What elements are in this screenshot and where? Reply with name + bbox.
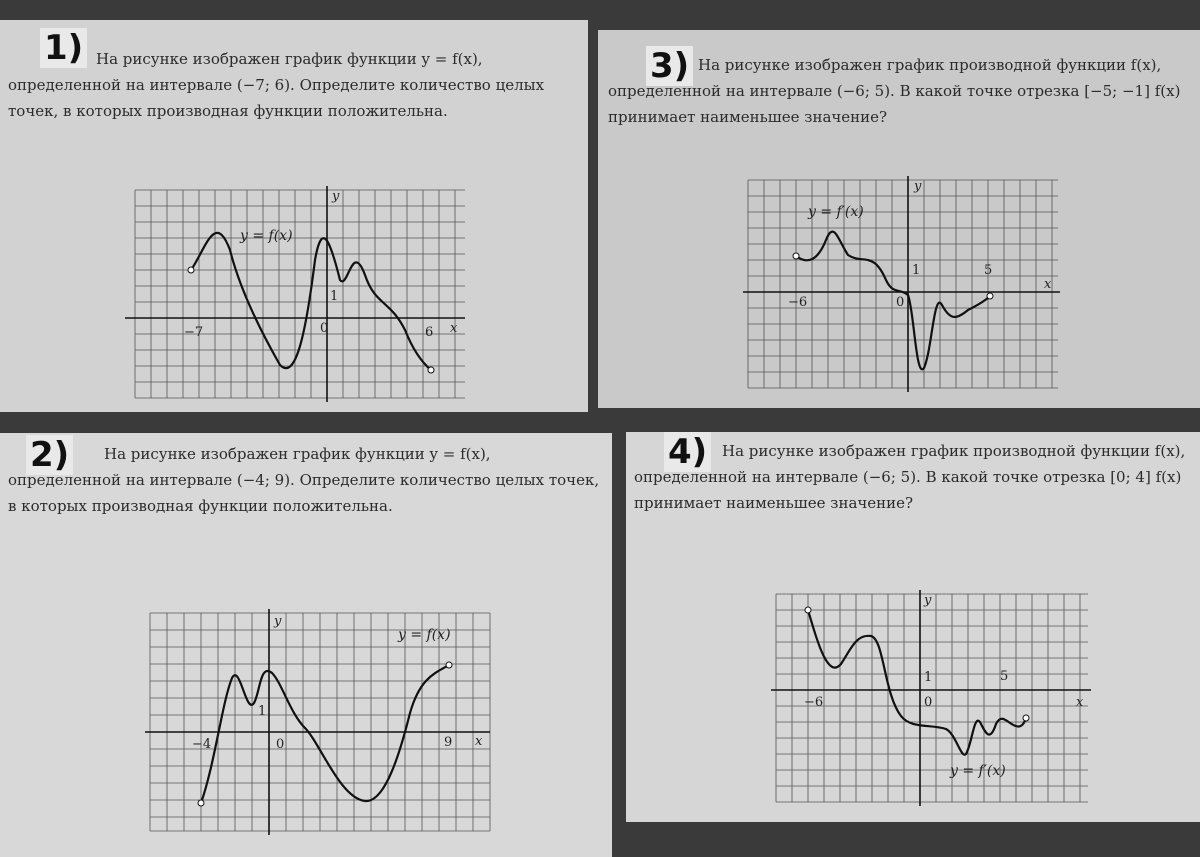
y-axis-label: y: [924, 593, 932, 608]
grid: [150, 613, 490, 831]
x-right-label: 6: [425, 325, 434, 340]
open-endpoint: [446, 662, 452, 668]
y-axis-label: y: [914, 179, 922, 194]
unit-label: 1: [330, 289, 339, 304]
problem-1-panel: [0, 20, 588, 412]
graph-2: [140, 603, 500, 843]
open-endpoint: [188, 267, 194, 273]
graph-label: y = f(x): [398, 627, 451, 643]
x-axis-label: x: [1076, 695, 1084, 710]
problem-number: 4): [664, 432, 711, 472]
derivative-curve: [796, 232, 993, 370]
y-axis-label: y: [274, 614, 282, 629]
problem-3-panel: [598, 30, 1200, 408]
problem-number: 3): [646, 46, 693, 86]
problem-2-panel: [0, 433, 612, 857]
x-left-label: −7: [184, 325, 204, 340]
graph-4: [766, 584, 1096, 809]
open-endpoint: [428, 367, 434, 373]
graph-label: y = f′(x): [950, 763, 1006, 779]
unit-label: 1: [258, 704, 267, 719]
open-endpoint: [198, 800, 204, 806]
problem-text: На рисунке изображен график производной функции f(x), определенной на интервале (−6; 5). В какой точке отрезка [0; 4] f(x) принимает наименьшее значение?: [634, 442, 1186, 512]
origin-label: 0: [320, 321, 329, 336]
graph-label: y = f(x): [240, 228, 293, 244]
origin-label: 0: [276, 737, 285, 752]
unit-label: 1: [912, 263, 921, 278]
graph-3: [738, 170, 1068, 400]
x-right-label: 9: [444, 735, 453, 750]
x-axis-label: x: [475, 734, 483, 749]
open-endpoint: [793, 253, 799, 259]
x-axis-label: x: [450, 321, 458, 336]
grid: [748, 180, 1058, 388]
x-right-label: 5: [1000, 669, 1009, 684]
x-left-label: −6: [804, 695, 824, 710]
origin-label: 0: [924, 695, 933, 710]
problem-number: 2): [26, 435, 73, 475]
grid: [135, 190, 465, 398]
x-left-label: −6: [788, 295, 808, 310]
open-endpoint: [805, 607, 811, 613]
open-endpoint: [987, 293, 993, 299]
open-endpoint: [1023, 715, 1029, 721]
problem-text: На рисунке изображен график производной функции f(x), определенной на интервале (−6; 5). В какой точке отрезка [−5; −1] f(x) принимает наименьшее значение?: [608, 56, 1181, 126]
x-left-label: −4: [192, 737, 212, 752]
problem-4-panel: [626, 432, 1200, 822]
origin-label: 0: [896, 295, 905, 310]
function-curve: [201, 665, 449, 803]
unit-label: 1: [924, 670, 933, 685]
problem-number: 1): [40, 28, 87, 68]
problem-text: На рисунке изображен график функции y = f(x), определенной на интервале (−7; 6). Определите количество целых точек, в которых производная функции положительна.: [8, 50, 545, 120]
x-right-label: 5: [984, 263, 993, 278]
problem-text: На рисунке изображен график функции y = f(x), определенной на интервале (−4; 9). Определите количество целых точек, в которых производная функции положительна.: [8, 445, 600, 515]
x-axis-label: x: [1044, 277, 1052, 292]
derivative-curve: [808, 610, 1026, 755]
graph-label: y = f′(x): [808, 204, 864, 220]
y-axis-label: y: [332, 189, 340, 204]
graph-1: [120, 180, 470, 410]
